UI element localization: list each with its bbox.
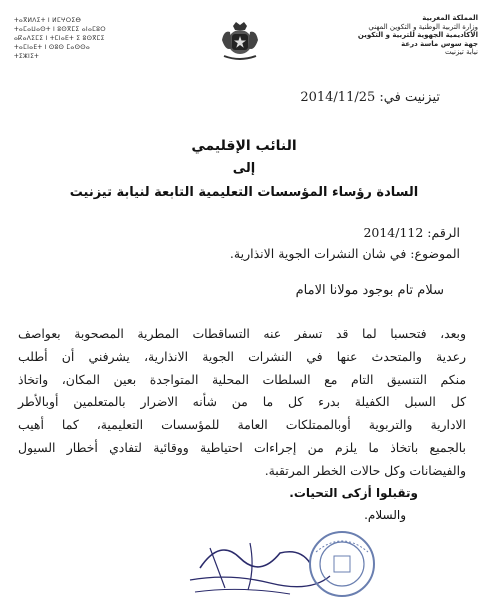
closing-salam: والسلام.: [364, 508, 406, 522]
to-label: إلى: [232, 161, 256, 176]
closing-thanks: وتقبلوا أزكى التحيات.: [289, 486, 418, 500]
address-block: [0, 135, 488, 205]
tifinagh-line: ⴰⴽⴰⴷⵉⵎⵉ ⵏ ⵜⵎⵏⴰⴹⵜ ⵉ ⵓⵙⴳⵎⵉ: [14, 35, 105, 42]
reference-block: [230, 222, 460, 264]
tifinagh-line: ⵜⴰⵎⴰⵡⴰⵙⵜ ⵏ ⵓⵙⴳⵎⵉ ⴰⵏⴰⵎⵓⵔ: [14, 26, 106, 33]
header-line: نيابة تيزنيت: [445, 48, 478, 57]
greeting: سلام تام بوجود مولانا الامام: [295, 283, 444, 298]
arabic-header: [328, 14, 478, 57]
moroccan-coat-of-arms-icon: [218, 18, 262, 62]
recipients-title: السادة رؤساء المؤسسات التعليمية التابعة لنيابة تيزنيت: [69, 185, 419, 200]
tifinagh-header: [14, 16, 164, 61]
body-line: كل السبل الكفيلة بدرء كل ما من شأنه الاضرار بالمتعلمين أوبالأطر: [18, 394, 466, 410]
body-line: والفيضانات وكل حالات الخطر المرتقبة.: [264, 462, 466, 478]
tifinagh-line: ⵜⴰⴳⵍⴷⵉⵜ ⵏ ⵍⵎⵖⵔⵉⴱ: [14, 17, 82, 24]
subject-line: الموضوع: في شان النشرات الجوية الانذارية.: [229, 246, 460, 261]
body-line: الادارية والتربوية أوبالممتلكات العامة للمؤسسات التعليمية، كما أهيب: [18, 417, 466, 433]
official-stamp-icon: [300, 522, 384, 598]
body-line: وبعد، فتحسبا لما قد تسفر عنه التساقطات المطرية المصحوبة بعواصف: [18, 326, 466, 341]
letter-body: [18, 323, 466, 483]
tifinagh-line: ⵜⴰⵎⵏⴰⴹⵜ ⵏ ⵙⵓⵙ ⵎⴰⵙⵙⴰ: [14, 44, 91, 51]
reference-number: الرقم: 2014/112: [363, 225, 460, 240]
body-line: رعدية والمتحدث عنها في النشرات الجوية الانذارية، يشرفني أن أطلب: [18, 348, 466, 364]
header-line: الأكاديمية الجهوية للتربية و التكوين: [357, 31, 478, 40]
letter-date: تيزنيت في: 2014/11/25: [300, 90, 440, 105]
header-line: جهة سوس ماسة درعة: [401, 39, 478, 48]
tifinagh-line: ⵜⵉⵣⵏⵉⵜ: [14, 53, 40, 60]
body-line: منكم التنسيق التام مع السلطات المحلية المتواجدة بعين المكان، واتخاذ: [18, 371, 466, 387]
body-line: بالجميع باتخاذ ما يلزم من إجراءات احتياطية ووقائية لتفادي أخطار السيول: [18, 439, 466, 455]
sender-title: النائب الإقليمي: [191, 138, 297, 154]
header-line: وزارة التربية الوطنية و التكوين المهني: [368, 22, 478, 31]
header-line: المملكة المغربية: [422, 14, 478, 22]
